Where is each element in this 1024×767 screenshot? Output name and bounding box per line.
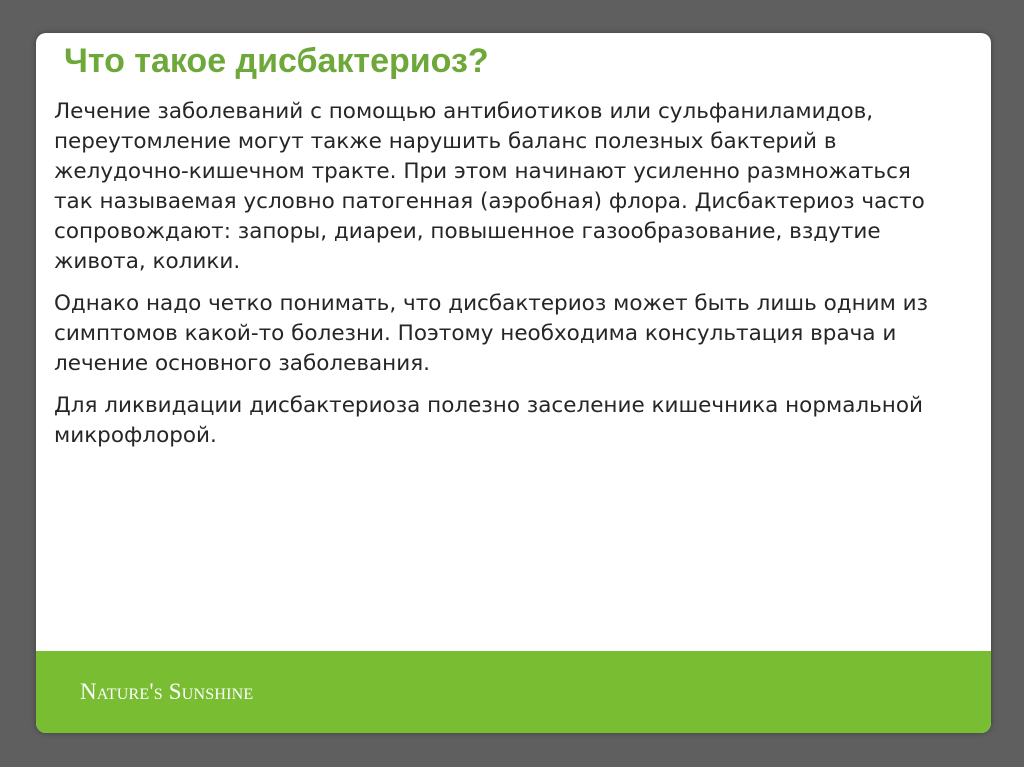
slide-body (54, 97, 954, 463)
brand-logo: Nature's Sunshine (80, 679, 254, 704)
slide (36, 33, 991, 733)
slide-title: Что такое дисбактериоз? (64, 42, 489, 80)
paragraph-1: Лечение заболеваний с помощью антибиотиков или сульфаниламидов, переутомление могут также нарушить баланс полезных бактерий в желудочно-кишечном тракте. При этом начинают усиленно размножаться так называемая условно патогенная (аэробная) флора. Дисбактериоз часто сопровождают: запоры, диареи, повышенное газообразование, вздутие живота, колики. (54, 99, 925, 274)
paragraph-2: Однако надо четко понимать, что дисбактериоз может быть лишь одним из симптомов какой-то болезни. Поэтому необходима консультация врача и лечение основного заболевания. (54, 291, 929, 376)
paragraph-3: Для ликвидации дисбактериоза полезно заселение кишечника нормальной микрофлорой. (54, 393, 923, 448)
footer-band (36, 651, 991, 733)
